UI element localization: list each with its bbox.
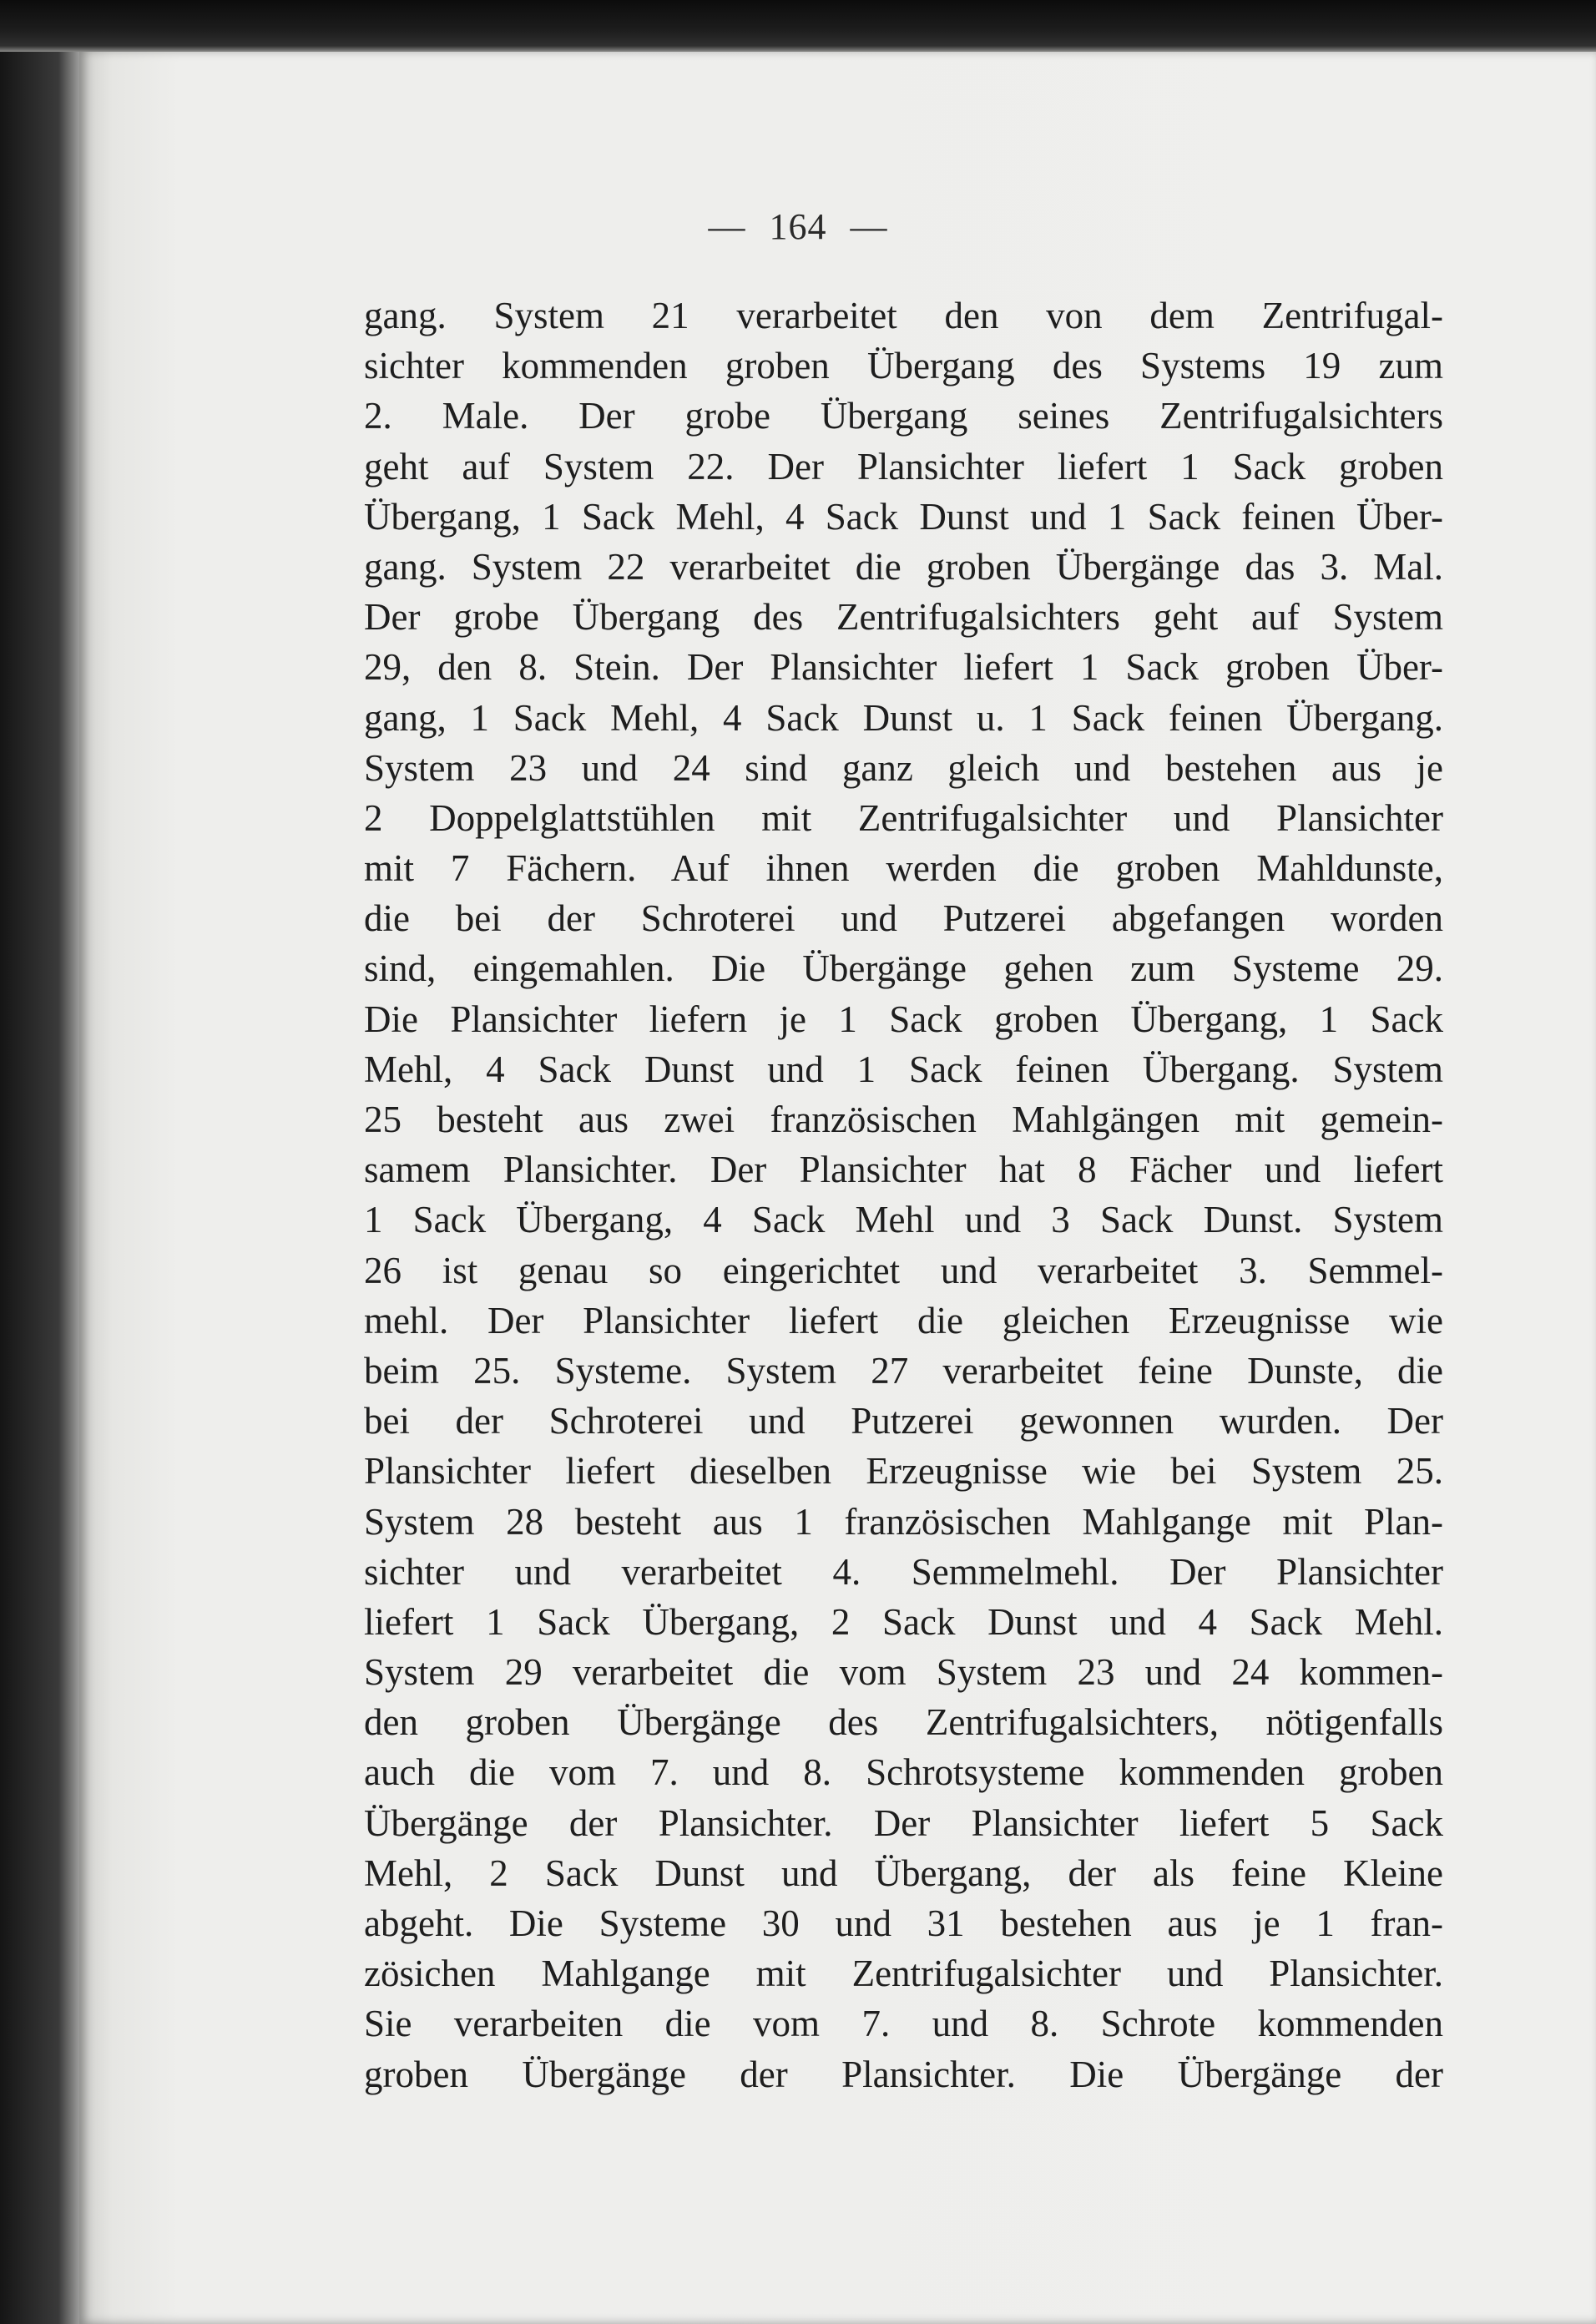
text-line: Mehl, 4 Sack Dunst und 1 Sack feinen Übergang. System xyxy=(364,1048,1443,1090)
page-number-dash-right: — xyxy=(850,206,888,247)
text-line: Die Plansichter liefern je 1 Sack groben Übergang, 1 Sack xyxy=(364,998,1443,1040)
text-line: sind, eingemahlen. Die Übergänge gehen zum Systeme 29. xyxy=(364,947,1443,990)
text-line: bei der Schroterei und Putzerei gewonnen wurden. Der xyxy=(364,1400,1443,1442)
text-line: System 23 und 24 sind ganz gleich und bestehen aus je xyxy=(364,746,1443,789)
text-line: System 28 besteht aus 1 französischen Mahlgange mit Plan- xyxy=(364,1500,1443,1543)
scan-top-edge xyxy=(0,0,1596,52)
body-text xyxy=(364,290,1443,2099)
text-line: Mehl, 2 Sack Dunst und Übergang, der als feine Kleine xyxy=(364,1852,1443,1894)
text-line: sichter und verarbeitet 4. Semmelmehl. Der Plansichter xyxy=(364,1550,1443,1593)
text-line: beim 25. Systeme. System 27 verarbeitet feine Dunste, die xyxy=(364,1349,1443,1392)
text-line: 25 besteht aus zwei französischen Mahlgängen mit gemein- xyxy=(364,1099,1443,1140)
text-line: gang. System 21 verarbeitet den von dem Zentrifugal- xyxy=(364,295,1443,336)
page-number: 164 xyxy=(769,206,827,247)
text-line: gang. System 22 verarbeitet die groben Übergänge das 3. Mal. xyxy=(364,545,1443,588)
text-line: Übergänge der Plansichter. Der Plansichter liefert 5 Sack xyxy=(364,1801,1443,1844)
page-number-dash-left: — xyxy=(708,206,746,247)
text-line: 2 Doppelglattstühlen mit Zentrifugalsichter und Plansichter xyxy=(364,796,1443,839)
text-line: 2. Male. Der grobe Übergang seines Zentrifugalsichters xyxy=(364,395,1443,437)
text-line: auch die vom 7. und 8. Schrotsysteme kommenden groben xyxy=(364,1751,1443,1794)
text-line: 29, den 8. Stein. Der Plansichter liefert 1 Sack groben Über- xyxy=(364,646,1443,689)
text-line: zösichen Mahlgange mit Zentrifugalsichter und Plansichter. xyxy=(364,1953,1443,1995)
text-line: gang, 1 Sack Mehl, 4 Sack Dunst u. 1 Sack feinen Übergang. xyxy=(364,696,1443,739)
text-line: liefert 1 Sack Übergang, 2 Sack Dunst und 4 Sack Mehl. xyxy=(364,1600,1443,1643)
text-line: groben Übergänge der Plansichter. Die Übergänge der xyxy=(364,2053,1443,2095)
page-number-header xyxy=(0,205,1596,248)
text-line: mehl. Der Plansichter liefert die gleichen Erzeugnisse wie xyxy=(364,1299,1443,1341)
text-line: den groben Übergänge des Zentrifugalsichters, nötigenfalls xyxy=(364,1701,1443,1744)
text-line: samem Plansichter. Der Plansichter hat 8 Fächer und liefert xyxy=(364,1149,1443,1191)
text-line: mit 7 Fächern. Auf ihnen werden die groben Mahldunste, xyxy=(364,847,1443,890)
text-line: die bei der Schroterei und Putzerei abgefangen worden xyxy=(364,897,1443,940)
text-line: Der grobe Übergang des Zentrifugalsichters geht auf System xyxy=(364,596,1443,639)
text-line: sichter kommenden groben Übergang des Systems 19 zum xyxy=(364,345,1443,387)
text-line: Übergang, 1 Sack Mehl, 4 Sack Dunst und 1 Sack feinen Über- xyxy=(364,495,1443,538)
text-line: System 29 verarbeitet die vom System 23 und 24 kommen- xyxy=(364,1651,1443,1694)
text-line: geht auf System 22. Der Plansichter liefert 1 Sack groben xyxy=(364,445,1443,488)
text-line: 1 Sack Übergang, 4 Sack Mehl und 3 Sack Dunst. System xyxy=(364,1199,1443,1241)
text-line: Sie verarbeiten die vom 7. und 8. Schrote kommenden xyxy=(364,2003,1443,2045)
text-line: Plansichter liefert dieselben Erzeugnisse wie bei System 25. xyxy=(364,1450,1443,1493)
text-line: 26 ist genau so eingerichtet und verarbeitet 3. Semmel- xyxy=(364,1249,1443,1291)
text-line: abgeht. Die Systeme 30 und 31 bestehen aus je 1 fran- xyxy=(364,1902,1443,1944)
